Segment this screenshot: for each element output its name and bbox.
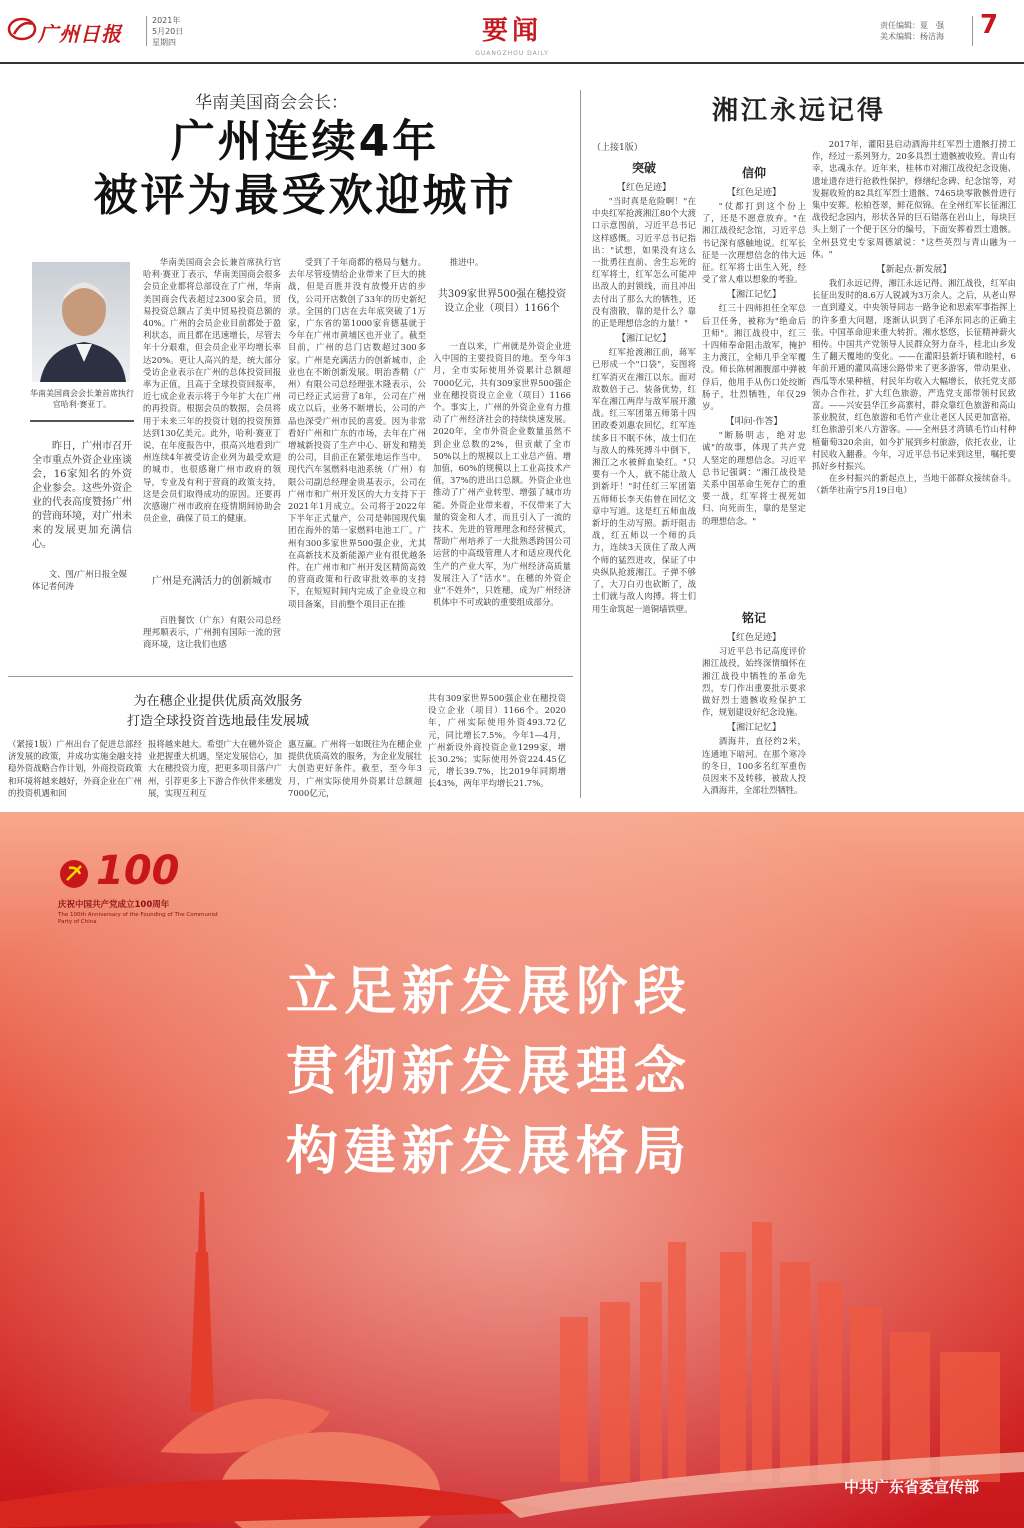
logo-text-en: The 100th Anniversary of the Founding of The Communist Party of China: [58, 912, 218, 925]
right-column-2: 信仰 【红色足迹】 "仗都打到这个份上了，还是不愿意放弃。"在湘江战役纪念馆，习近平总书记深有感触地说。红军长征是一次理想信念的伟大远征。红军将士出生入死，经受了常人难以想象的考验。 【湘江记忆】 红三十四师担任全军总后卫任务，被称为"绝命后卫师"。湘江战役中，红三十四师奉命阻击敌军，掩护主力渡江，全师几乎全军覆没。师长陈树湘腹部中弹被俘后，他用手从伤口处绞断肠子，壮烈牺牲，年仅29岁。 【叩问·作答】 "断肠明志，绝对忠诚"的故事，体现了共产党人坚定的理想信念。习近平总书记强调："湘江战役是关系中国革命生死存亡的重要一战，红军将士视死如归、向死而生，靠的是坚定的理想信念。" 铭记 【红色足迹】 习近平总书记高度评价湘江战役，始终深情缅怀在湘江战役中牺牲的革命先烈，专门作出重要批示要求做好烈士遗骸收殓保护工作，规划建设好纪念设施。 【湘江记忆】 酒海井，直径约2米，连通地下暗河。在那个寒冷的冬日，100多名红军重伤员因来不及转移，被敌人投入酒海井，全部壮烈牺牲。: [702, 166, 806, 796]
section-subtitle: GUANGZHOU DAILY: [475, 50, 549, 57]
right-article-title: 湘江永远记得: [712, 96, 887, 126]
logo-text-cn: 庆祝中国共产党成立100周年: [58, 900, 170, 910]
bottom-column-4: 共有309家世界500强企业在穗投资设立企业（项目）1166个。2020年，广州实际使用外资493.72亿元，同比增长7.5%。今年1—4月，广州新设外商投资企业1299家，增长30.2%；实际使用外资224.45亿元，增长39.7%，比2019年同期增长43%，两年平均增长21.7%。: [428, 693, 566, 789]
section-heading-remember: 铭记: [741, 611, 766, 626]
slogan-line-3: 构建新发展格局: [286, 1122, 693, 1182]
portrait-photo: [32, 262, 130, 382]
article-headline: 广州连续4年 被评为最受欢迎城市: [93, 116, 517, 221]
article-kicker: 华南美国商会会长：: [195, 93, 348, 113]
bottom-column-3: 惠互赢。广州将一如既往为在穗企业提供优质高效的服务，为企业发展壮大创造更好条件。截至，至今年3月，广州实际使用外资累计总额超7000亿元，: [288, 739, 422, 798]
right-column-3: 2017年，灌阳县启动酒海井红军烈士遗骸打捞工作，经过一系列努力，20多具烈士遗骸被收殓。青山有幸，忠魂永存。近年来，桂林市对湘江战役纪念设施、遗址遗存进行抢救性保护，修缮纪念碑、纪念馆等，对发掘收殓的82具红军烈士遗骸、7465块零散骸骨进行集中安葬。松柏苍翠，鲜花似锦。在全州红军长征湘江战役纪念园内，形状各异的巨石错落在岩山上，每块巨头上刻了一个便于区分的编号，下面安葬着烈士遗骸。全州县党史专家周德斌说："这些英烈与青山融为一体。" 【新起点·新发展】 我们永远记得，湘江永远记得。湘江战役，红军由长征出发时的8.6万人锐减为3万余人。之后，从老山界一直到遵义，中央领导同志一路争论和思索军事指挥上的许多重大问题，逐渐认识到了毛泽东同志的正确主张。中国革命迎来重大转折。湘水悠悠，长征精神薪火相传。中国共产党领导人民群众努力奋斗，桂北山乡发生了翻天覆地的变化。——在灌阳县新圩镇和睦村，6年前开通的灌凤高速公路带来了更多游客，带动果业、西瓜等水果种植，村民年均收入大幅增长，依托党支部领办合作社，扩大红色旅游，严选党支部带领村民致富。——兴安县华江乡高寨村，群众靠红色旅游和高山茶业脱贫，红色旅游和毛竹产业让老区人民更加富裕，红色旅游引来八方游客。——全州县才湾镇毛竹山村种植葡萄320余亩，如今扩展到乡村旅游，依托农业，让村民收入翻番。今年，习近平总书记来到这里，嘱托要抓好乡村振兴。 在乡村振兴的新起点上，当地干部群众接续奋斗。（新华社南宁5月19日电）: [812, 139, 1016, 496]
party-anniversary-banner: [0, 812, 1024, 1528]
article-column-3-top: 推进中。: [449, 257, 484, 267]
slogan-line-1: 立足新发展阶段: [286, 962, 693, 1022]
banner-footer: 中共广东省委宣传部: [844, 1478, 980, 1496]
slogan-line-2: 贯彻新发展理念: [286, 1042, 693, 1102]
article-column-2: 受到了千年商都的格局与魅力。去年尽管疫情给企业带来了巨大的挑战，但是百胜并没有放慢开店的步伐，公司开店数创了33年的历史新纪录。全国的门店在去年底突破了1万家，广东省的第1000家肯德基就于今年在广州市黄埔区也开业了。截至目前，广州的总门店数超过300多家。广州是充满活力的创新城市，企业也在不断创新发展。明治香精（广州）有限公司总经理张木隆表示，公司已经正式运营了8年，公司在广州成立以后，业务不断增长，公司的产品也深受广州市民的喜爱。因为非常看好广州和广东的市场，去年在广州增城新投资了生产中心、研发和精美的公司，目前正在紧张地运作当中。现代汽车氢燃料电池系统（广州）有限公司副总经理金贵基表示，公司在广州市和广州开发区的大力支持下于2021年1月成立。公司将于2022年下半年正式量产，公司是韩国现代集团在海外的第一家燃料电池工厂。广州有300多家世界500强企业，尤其在高新技术及新能源产业有很优越条件。在广州市和广州开发区精简高效的营商政策和行政审批效率的支持下，在短短时间内完成了企业设立和项目备案，目前整个项目正在推: [288, 257, 426, 609]
right-column-1: （上接1版） 突破 【红色足迹】 "当时真是危险啊！"在中央红军抢渡湘江80个大渡口示意图前，习近平总书记这样感慨。习近平总书记指出："试想，如果没有这么一批勇往直前、舍生忘死的红军将士，红军怎么可能冲出敌人的封锁线，而且冲出去付出了那么大的牺牲，还没有溃散，靠的是什么？靠的正是理想信念的力量！" 【湘江记忆】 红军抢渡湘江前，蒋军已形成一个"口袋"，妄图将红军消灭在湘江以东。面对敌数倍于己、装备优势，红军在湘江两岸与敌军展开激战。红三军团第五师第十四团政委刘惠农回忆，红军连续多日不眠不休，战士们在与敌人的殊死搏斗中倒下，湘江之水被鲜血染红。"只要有一个人，就不能让敌人到新圩！"时任红三军团第五师师长李天佑曾在回忆文章中写道。这是红五师血战新圩的生动写照。新圩阻击战，红五师以一个师的兵力，连续3天顶住了敌人两个师的猛烈进攻，保证了中央纵队抢渡湘江。子弹不够了，大刀白刃也砍断了，战士们就与敌人肉搏。将士们用生命筑起一道铜墙铁壁。: [592, 143, 696, 614]
person-portrait-icon: [32, 262, 130, 382]
bottom-headline: 为在穗企业提供优质高效服务 打造全球投资首选地最佳发展城: [126, 694, 309, 729]
banner-slogans: [286, 952, 692, 1192]
article-byline: 文、图/广州日报全媒体记者何涛: [32, 569, 127, 591]
issue-date: 2021年 5月20日 星期四: [152, 16, 184, 47]
article-column-1-tail: 百胜餐饮（广东）有限公司总经理邦顺表示，广州拥有国际一流的营商环境，这让我们也感: [143, 615, 281, 650]
bottom-column-2: 报将越来越大。希望广大在穗外资企业把握重大机遇，坚定发展信心，加大在穗投资力度，把更多项目落户广州，引荐更多上下游合作伙伴来穗发展，实现互利互: [148, 739, 282, 798]
photo-caption: 华南美国商会会长兼首席执行官哈利·赛亚丁。: [30, 389, 134, 409]
section-title: 要闻: [481, 16, 542, 46]
section-heading-faith: 信仰: [741, 166, 766, 180]
newspaper-logo: 广州日报: [38, 22, 122, 46]
page-number: 7: [980, 10, 999, 40]
article-lead: 昨日，广州市召开全市重点外资企业座谈会，16家知名的外资企业参会。这些外资企业的代表高度赞扬广州的营商环境，对广州未来的发展更加充满信心。: [32, 441, 132, 550]
centenary-logo: [56, 844, 218, 925]
masthead: [0, 0, 1024, 62]
newspaper-logo-icon: [6, 16, 38, 42]
article-column-3: 一直以来，广州就是外资企业进入中国的主要投资目的地。至今年3月，全市实际使用外资累计总额超7000亿元，共有309家世界500强企业在穗投资设立企业（项目）1166个。事实上，广州的外资企业有力推动了广州经济社会的持续快速发展。2020年，全市外资企业数量虽然不到企业总数的2%，但贡献了全市50%以上的规模以上工业总产值、增加值，60%的规模以上工业高技术产值，37%的进出口总额。外资企业也推动了广州产业转型、增强了城市功能。外资企业带来着，不仅带来了大量的资金和人才，而且引入了一流的技术、先进的管理理念和经营模式，帮助广州培养了一大批熟悉跨国公司运营的中高级管理人才和适应现代化生产的产业大军，为广州经济高质量发展注入了"活水"。在穗的外资企业"不姓外"，只姓穗，成为广州经济机体中不可或缺的重要组成部分。: [433, 341, 571, 608]
bottom-column-1: （紧接1版）广州出台了促进总部经济发展的政策，并成功实施金融支持稳外资战略合作计划，外商投资政策和环境将越来越好，外商企业在广州的投资机遇和回: [8, 739, 142, 798]
logo-number: 100: [96, 848, 180, 894]
section-heading-breakthrough: 突破: [631, 161, 656, 175]
article-subhead: 广州是充满活力的创新城市: [152, 576, 272, 587]
article-column-1: 华南美国商会会长兼首席执行官哈利·赛亚丁表示，华南美国商会很多会员企业都将总部设在了广州，华南美国商会代表超过2300家会员，贸易投资总额占了美中贸易投资总额的40%。广州的会员企业目前都处于盈利状态，而且都在迅速增长，尽管去年十分艰难，但会员企业平均增长率达20%。更让人高兴的是，统大部分受访企业表示在广州的总体投资回报率为正值，且高于全球投资回报率，近七成企业表示将于今年扩大在广州的再投资。根据会员的数据，会员将用于未来三年的投资计划的投资预算达到130亿美元。此外，哈利·赛亚丁说，在年度报告中，很高兴地看到广州连续4年被受访企业列为最受欢迎的城市，也很感谢广州市政府的领导，专业及有利于营商的政策支持，这是会员们取得成功的原因。还要再次感谢广州市政府在疫情期间协助会员企业，确保了员工的健康。: [143, 257, 281, 524]
article-subhead-2: 共309家世界500强在穗投资设立企业（项目）1166个: [437, 289, 567, 314]
editor-credits: 责任编辑：夏 强 美术编辑：杨洁海: [880, 21, 944, 41]
